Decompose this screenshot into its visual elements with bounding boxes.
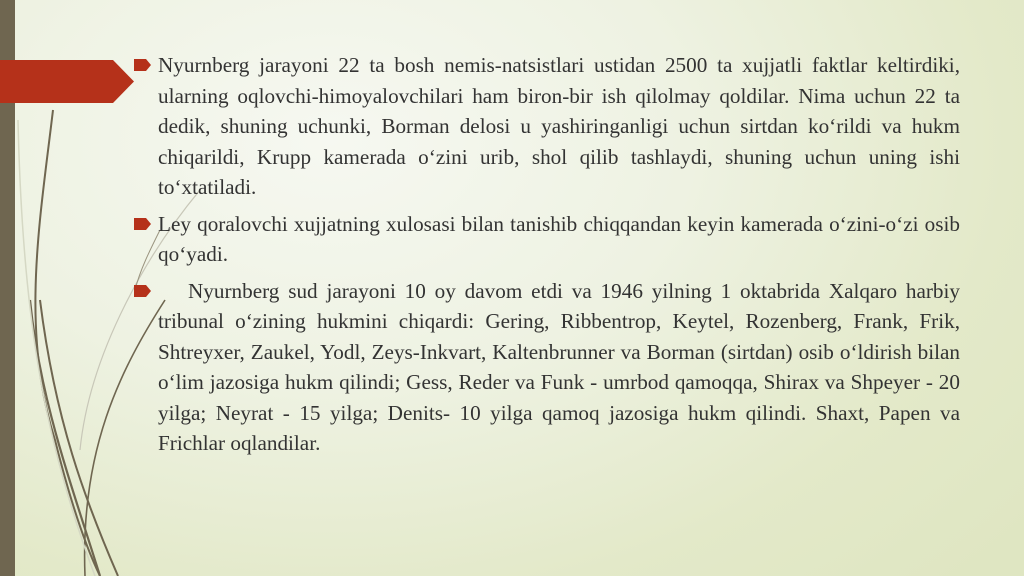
bullet-text: Ley qoralovchi xujjatning xulosasi bilan tanishib chiqqandan keyin kamerada o‘zini-o‘zi osib qo‘yadi. bbox=[158, 211, 960, 266]
bullet-item bbox=[134, 50, 960, 203]
red-banner-arrow bbox=[0, 60, 134, 103]
bullet-text: Nyurnberg sud jarayoni 10 oy davom etdi va 1946 yilning 1 oktabrida Xalqaro harbiy tribunal o‘zining hukmini chiqardi: Gering, Ribbentrop, Keytel, Rozenberg, Frank, Frik, Shtreyxer, Zaukel, Yodl, Zeys-Inkvart, Kaltenbrunner va Borman (sirtdan) osib o‘ldirish bilan o‘lim jazosiga hukm qilindi; Gess, Reder va Funk - umrbod qamoqqa, Shirax va Shpeyer - 20 yilga; Neyrat - 15 yilga; Denits- 10 yilga qamoq jazosiga hukm qilindi. Shaxt, Papen va Frichlar oqlandilar. bbox=[158, 278, 960, 455]
bullet-item bbox=[134, 209, 960, 270]
bullet-item bbox=[134, 276, 960, 459]
bullet-text: Nyurnberg jarayoni 22 ta bosh nemis-natsistlari ustidan 2500 ta xujjatli faktlar keltirdiki, ularning oqlovchi-himoyalovchilari ham biron-bir ish qilolmay qoldilar. Nima uchun 22 ta dedik, shuning uchunki, Borman delosi u yashiringanligi uchun sirtdan ko‘rildi va hukm chiqarildi, Krupp kamerada o‘zini urib, shol qilib tashlaydi, shuning uchun uning ishi to‘xtatiladi. bbox=[158, 53, 960, 199]
arrow-tag-bullet-icon bbox=[134, 218, 152, 230]
slide-content bbox=[134, 50, 960, 465]
arrow-tag-bullet-icon bbox=[134, 285, 152, 297]
bullet-text-wrapper bbox=[158, 276, 960, 459]
arrow-tag-bullet-icon bbox=[134, 59, 152, 71]
